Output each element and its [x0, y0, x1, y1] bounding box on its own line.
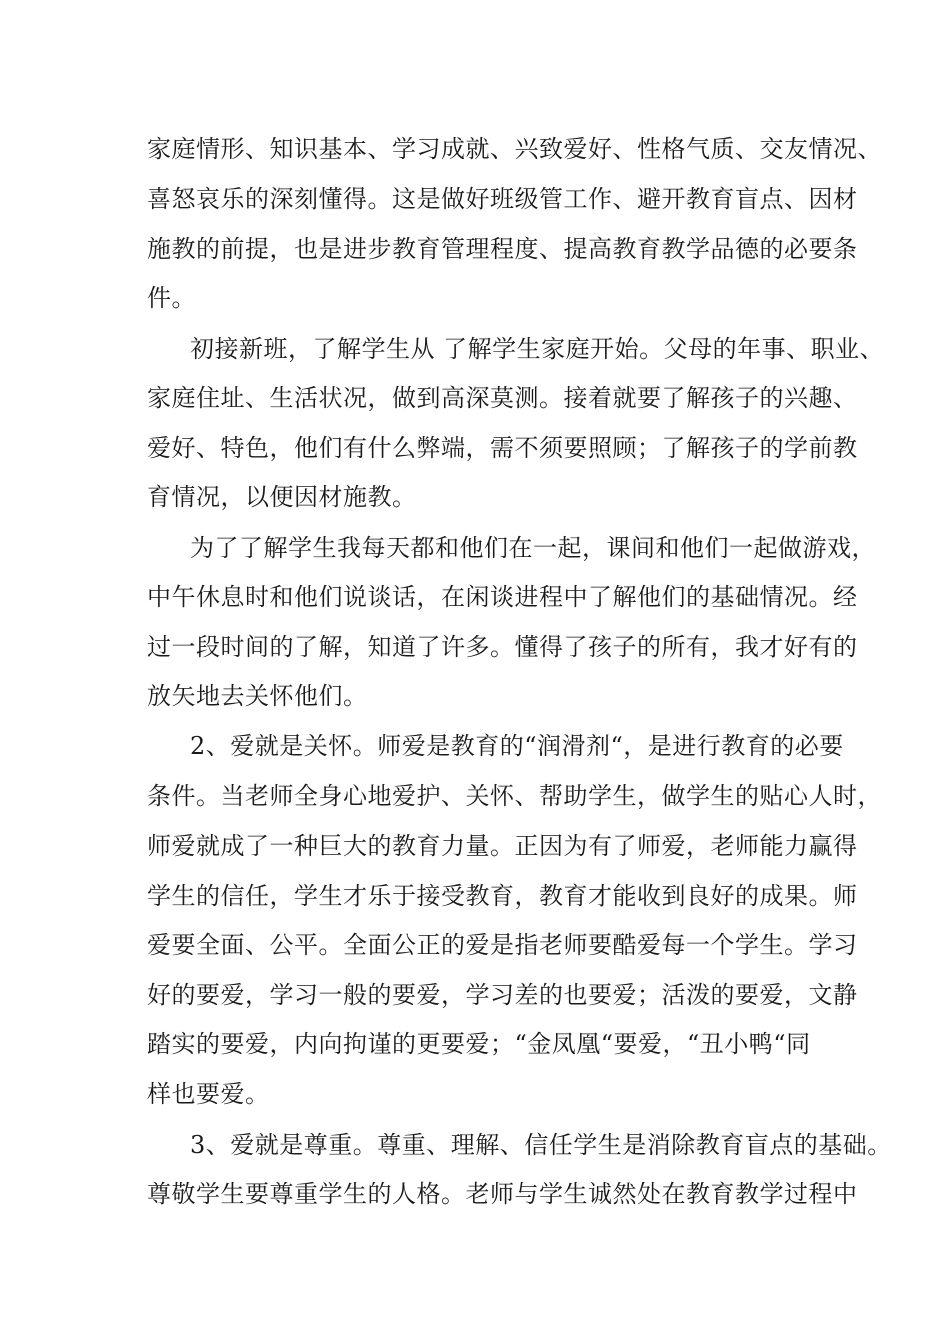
paragraph-5-line-1: 3、爱就是尊重。尊重、理解、信任学生是消除教育盲点的基础。 [190, 1131, 892, 1159]
paragraph-4-line-3: 师爱就成了一种巨大的教育力量。正因为有了师爱，老师能力赢得 [147, 832, 858, 860]
paragraph-2-line-3: 爱好、特色，他们有什么弊端，需不须要照顾；了解孩子的学前教 [147, 434, 858, 462]
paragraph-4-line-8: 样也要爱。 [147, 1080, 270, 1108]
paragraph-3-line-4: 放矢地去关怀他们。 [147, 682, 368, 710]
paragraph-1-line-1: 家庭情形、知识基本、学习成就、兴致爱好、性格气质、交友情况、 [147, 135, 882, 163]
paragraph-3-line-1: 为了了解学生我每天都和他们在一起，课间和他们一起做游戏， [190, 534, 876, 562]
paragraph-5-line-2: 尊敬学生要尊重学生的人格。老师与学生诚然处在教育教学过程中 [147, 1180, 858, 1208]
paragraph-4-line-7: 踏实的要爱，内向拘谨的更要爱；“金凤凰“要爱，“丑小鸭“同 [147, 1030, 811, 1058]
paragraph-4-line-5: 爱要全面、公平。全面公正的爱是指老师要酷爱每一个学生。学习 [147, 931, 858, 959]
paragraph-4-line-4: 学生的信任，学生才乐于接受教育，教育才能收到良好的成果。师 [147, 882, 858, 910]
paragraph-1-line-4: 件。 [147, 284, 196, 312]
paragraph-1-line-2: 喜怒哀乐的深刻懂得。这是做好班级管工作、避开教育盲点、因材 [147, 185, 858, 213]
paragraph-3-line-3: 过一段时间的了解，知道了许多。懂得了孩子的所有，我才好有的 [147, 633, 858, 661]
paragraph-2-line-2: 家庭住址、生活状况，做到高深莫测。接着就要了解孩子的兴趣、 [147, 384, 858, 412]
paragraph-3-line-2: 中午休息时和他们说谈话，在闲谈进程中了解他们的基础情况。经 [147, 583, 858, 611]
paragraph-4-line-1: 2、爱就是关怀。师爱是教育的“润滑剂“，是进行教育的必要 [190, 732, 844, 760]
paragraph-1-line-3: 施教的前提，也是进步教育管理程度、提高教育教学品德的必要条 [147, 235, 858, 263]
paragraph-4-line-2: 条件。当老师全身心地爱护、关怀、帮助学生，做学生的贴心人时， [147, 782, 882, 810]
paragraph-2-line-4: 育情况，以便因材施教。 [147, 483, 417, 511]
paragraph-2-line-1: 初接新班，了解学生从 了解学生家庭开始。父母的年事、职业、 [190, 335, 885, 363]
paragraph-4-line-6: 好的要爱，学习一般的要爱，学习差的也要爱；活泼的要爱，文静 [147, 981, 858, 1009]
